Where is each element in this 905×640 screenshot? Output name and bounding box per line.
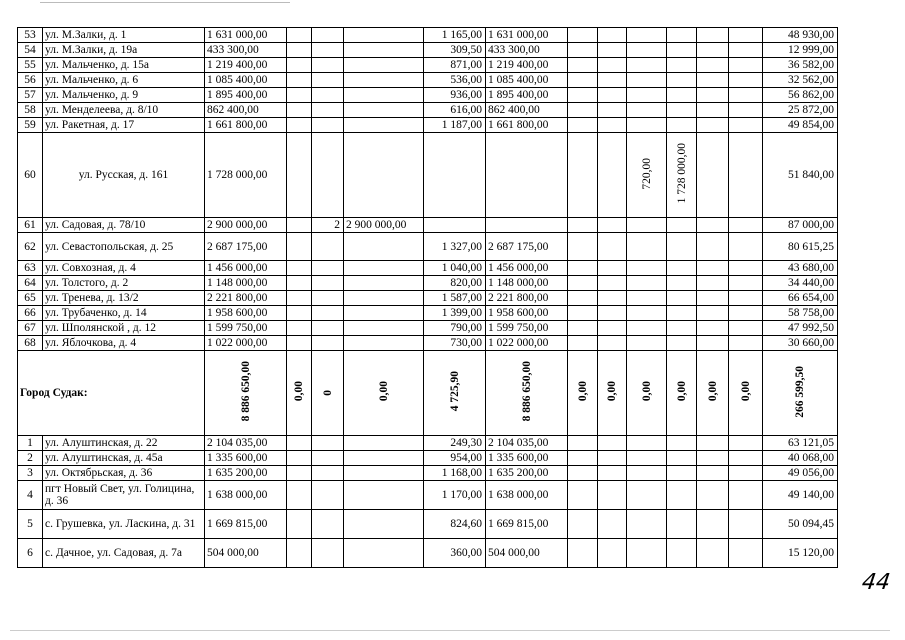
row-number: 57 <box>18 88 43 103</box>
row-number: 60 <box>18 133 43 218</box>
city-c11: 0,00 <box>675 381 688 402</box>
table-row <box>18 321 838 336</box>
total-cell: 58 758,00 <box>763 306 838 321</box>
sum-cell: 2 687 175,00 <box>205 233 287 261</box>
sum-cell: 1 022 000,00 <box>205 336 287 351</box>
sum-cell: 1 958 600,00 <box>205 306 287 321</box>
row-number: 56 <box>18 73 43 88</box>
sum-cell: 2 104 035,00 <box>205 436 287 451</box>
total-cell: 51 840,00 <box>763 133 838 218</box>
total-cell: 47 992,50 <box>763 321 838 336</box>
area-cell: 360,00 <box>424 539 486 568</box>
address-cell: ул. Русская, д. 161 <box>43 133 205 218</box>
address-cell: с. Грушевка, ул. Ласкина, д. 31 <box>43 510 205 539</box>
address-cell: ул. Алуштинская, д. 45а <box>43 451 205 466</box>
area-cell: 1 040,00 <box>424 261 486 276</box>
cost-cell: 862 400,00 <box>486 103 568 118</box>
area-cell: 824,60 <box>424 510 486 539</box>
table-row <box>18 133 838 218</box>
sum-cell: 1 085 400,00 <box>205 73 287 88</box>
area-cell: 954,00 <box>424 451 486 466</box>
cost-cell: 1 335 600,00 <box>486 451 568 466</box>
row-number: 68 <box>18 336 43 351</box>
table-row <box>18 481 838 510</box>
area-cell: 1 170,00 <box>424 481 486 510</box>
city-cost: 8 886 650,00 <box>520 361 533 422</box>
total-cell: 25 872,00 <box>763 103 838 118</box>
cost-cell: 1 631 000,00 <box>486 28 568 43</box>
table-row <box>18 451 838 466</box>
row-number: 53 <box>18 28 43 43</box>
row-number: 6 <box>18 539 43 568</box>
city-c8: 0,00 <box>576 381 589 402</box>
city-c3: 0,00 <box>293 381 305 402</box>
row-number: 5 <box>18 510 43 539</box>
table-row <box>18 73 838 88</box>
address-cell: ул. Мальченко, д. 6 <box>43 73 205 88</box>
area-cell: 309,50 <box>424 43 486 58</box>
scan-artifact-bottom <box>10 630 890 631</box>
city-total: 266 599,50 <box>794 365 806 418</box>
area-cell: 249,30 <box>424 436 486 451</box>
total-cell: 12 999,00 <box>763 43 838 58</box>
total-cell: 30 660,00 <box>763 336 838 351</box>
row-number: 63 <box>18 261 43 276</box>
cost-cell: 1 022 000,00 <box>486 336 568 351</box>
total-cell: 34 440,00 <box>763 276 838 291</box>
address-cell: ул. Севастопольская, д. 25 <box>43 233 205 261</box>
sum-cell: 433 300,00 <box>205 43 287 58</box>
total-cell: 80 615,25 <box>763 233 838 261</box>
table-body <box>18 28 838 568</box>
total-cell: 43 680,00 <box>763 261 838 276</box>
city-sum: 8 886 650,00 <box>239 361 252 422</box>
sum-cell: 1 895 400,00 <box>205 88 287 103</box>
cost-cell: 2 221 800,00 <box>486 291 568 306</box>
total-cell: 50 094,45 <box>763 510 838 539</box>
address-cell: ул. Совхозная, д. 4 <box>43 261 205 276</box>
address-cell: ул. Шполянской , д. 12 <box>43 321 205 336</box>
row-number: 58 <box>18 103 43 118</box>
cost-cell: 2 687 175,00 <box>486 233 568 261</box>
total-cell: 87 000,00 <box>763 218 838 233</box>
address-cell: ул. М.Залки, д. 19а <box>43 43 205 58</box>
cost-cell: 1 148 000,00 <box>486 276 568 291</box>
sum-cell: 1 599 750,00 <box>205 321 287 336</box>
sum-cell: 1 219 400,00 <box>205 58 287 73</box>
total-cell: 40 068,00 <box>763 451 838 466</box>
total-cell: 66 654,00 <box>763 291 838 306</box>
address-cell: ул. Трубаченко, д. 14 <box>43 306 205 321</box>
area-cell: 1 587,00 <box>424 291 486 306</box>
cost-cell: 1 456 000,00 <box>486 261 568 276</box>
row-number: 61 <box>18 218 43 233</box>
row-number: 54 <box>18 43 43 58</box>
total-cell: 49 140,00 <box>763 481 838 510</box>
row-number: 3 <box>18 466 43 481</box>
address-cell: ул. Ракетная, д. 17 <box>43 118 205 133</box>
table-row <box>18 233 838 261</box>
table-row <box>18 436 838 451</box>
city-c13: 0,00 <box>739 381 752 402</box>
area-cell: 730,00 <box>424 336 486 351</box>
total-cell: 36 582,00 <box>763 58 838 73</box>
area-cell: 820,00 <box>424 276 486 291</box>
sum-cell: 1 661 800,00 <box>205 118 287 133</box>
address-cell: ул. Менделеева, д. 8/10 <box>43 103 205 118</box>
cost-cell: 1 599 750,00 <box>486 321 568 336</box>
cost-cell: 1 661 800,00 <box>486 118 568 133</box>
city-c5: 0,00 <box>377 381 390 402</box>
sum-cell: 1 728 000,00 <box>205 133 287 218</box>
cost-cell: 1 638 000,00 <box>486 481 568 510</box>
area-cell: 1 187,00 <box>424 118 486 133</box>
city-c12: 0,00 <box>706 381 719 402</box>
table-row <box>18 103 838 118</box>
total-cell: 48 930,00 <box>763 28 838 43</box>
sum-cell: 1 669 815,00 <box>205 510 287 539</box>
row-number: 65 <box>18 291 43 306</box>
address-cell: ул. Тренева, д. 13/2 <box>43 291 205 306</box>
scan-artifact-top <box>40 2 290 3</box>
cost-cell: 1 669 815,00 <box>486 510 568 539</box>
cost-cell: 2 900 000,00 <box>344 218 424 233</box>
area-cell: 1 168,00 <box>424 466 486 481</box>
cost-cell: 1 895 400,00 <box>486 88 568 103</box>
address-cell: ул. М.Залки, д. 1 <box>43 28 205 43</box>
table-row <box>18 466 838 481</box>
row-number: 59 <box>18 118 43 133</box>
address-cell: ул. Мальченко, д. 15а <box>43 58 205 73</box>
row-number: 2 <box>18 451 43 466</box>
table-row <box>18 88 838 103</box>
city-total-row <box>18 351 838 436</box>
address-cell: ул. Яблочкова, д. 4 <box>43 336 205 351</box>
address-cell: ул. Октябрьская, д. 36 <box>43 466 205 481</box>
sum-cell: 2 221 800,00 <box>205 291 287 306</box>
row-number: 62 <box>18 233 43 261</box>
table-row <box>18 539 838 568</box>
area-cell: 1 327,00 <box>424 233 486 261</box>
sum-cell: 1 148 000,00 <box>205 276 287 291</box>
cost-cell: 504 000,00 <box>486 539 568 568</box>
table-row <box>18 218 838 233</box>
row-number: 66 <box>18 306 43 321</box>
cost-cell: 1 085 400,00 <box>486 73 568 88</box>
sum-cell: 504 000,00 <box>205 539 287 568</box>
address-cell: с. Дачное, ул. Садовая, д. 7а <box>43 539 205 568</box>
table-row <box>18 291 838 306</box>
total-cell: 49 056,00 <box>763 466 838 481</box>
row-number: 4 <box>18 481 43 510</box>
sum-cell: 1 335 600,00 <box>205 451 287 466</box>
total-cell: 63 121,05 <box>763 436 838 451</box>
table-row <box>18 58 838 73</box>
register-table <box>17 27 838 568</box>
table-row <box>18 276 838 291</box>
sum-cell: 1 638 000,00 <box>205 481 287 510</box>
area-cell: 871,00 <box>424 58 486 73</box>
address-cell: ул. Садовая, д. 78/10 <box>43 218 205 233</box>
area-cell: 1 165,00 <box>424 28 486 43</box>
total-cell: 32 562,00 <box>763 73 838 88</box>
area-cell: 790,00 <box>424 321 486 336</box>
city-area: 4 725,90 <box>448 371 461 412</box>
address-cell: ул. Алуштинская, д. 22 <box>43 436 205 451</box>
city-c10: 0,00 <box>640 381 653 402</box>
table-row <box>18 261 838 276</box>
area-vertical: 720,00 <box>640 157 653 190</box>
total-cell: 56 862,00 <box>763 88 838 103</box>
cost-cell: 1 635 200,00 <box>486 466 568 481</box>
cost-cell: 1 219 400,00 <box>486 58 568 73</box>
sum-cell: 1 635 200,00 <box>205 466 287 481</box>
sum-cell: 1 456 000,00 <box>205 261 287 276</box>
cost-cell: 433 300,00 <box>486 43 568 58</box>
address-cell: ул. Толстого, д. 2 <box>43 276 205 291</box>
area-cell: 536,00 <box>424 73 486 88</box>
table-row <box>18 28 838 43</box>
page-number: 44 <box>860 570 892 595</box>
sum-cell: 862 400,00 <box>205 103 287 118</box>
total-cell: 49 854,00 <box>763 118 838 133</box>
sum-cell: 1 631 000,00 <box>205 28 287 43</box>
address-cell: ул. Мальченко, д. 9 <box>43 88 205 103</box>
table-row <box>18 306 838 321</box>
area-cell: 616,00 <box>424 103 486 118</box>
table-row <box>18 510 838 539</box>
sum-cell: 2 900 000,00 <box>205 218 287 233</box>
area-cell: 1 399,00 <box>424 306 486 321</box>
row-number: 55 <box>18 58 43 73</box>
city-label: Город Судак: <box>18 351 205 436</box>
address-cell: пгт Новый Свет, ул. Голицина, д. 36 <box>43 481 205 510</box>
area-cell: 936,00 <box>424 88 486 103</box>
row-number: 67 <box>18 321 43 336</box>
table-row <box>18 336 838 351</box>
table-row <box>18 43 838 58</box>
cost-vertical: 1 728 000,00 <box>675 143 688 204</box>
city-c9: 0,00 <box>606 381 618 402</box>
city-c4: 0 <box>321 390 334 396</box>
table-row <box>18 118 838 133</box>
count-cell: 2 <box>312 218 344 233</box>
cost-cell: 1 958 600,00 <box>486 306 568 321</box>
total-cell: 15 120,00 <box>763 539 838 568</box>
cost-cell: 2 104 035,00 <box>486 436 568 451</box>
row-number: 64 <box>18 276 43 291</box>
row-number: 1 <box>18 436 43 451</box>
